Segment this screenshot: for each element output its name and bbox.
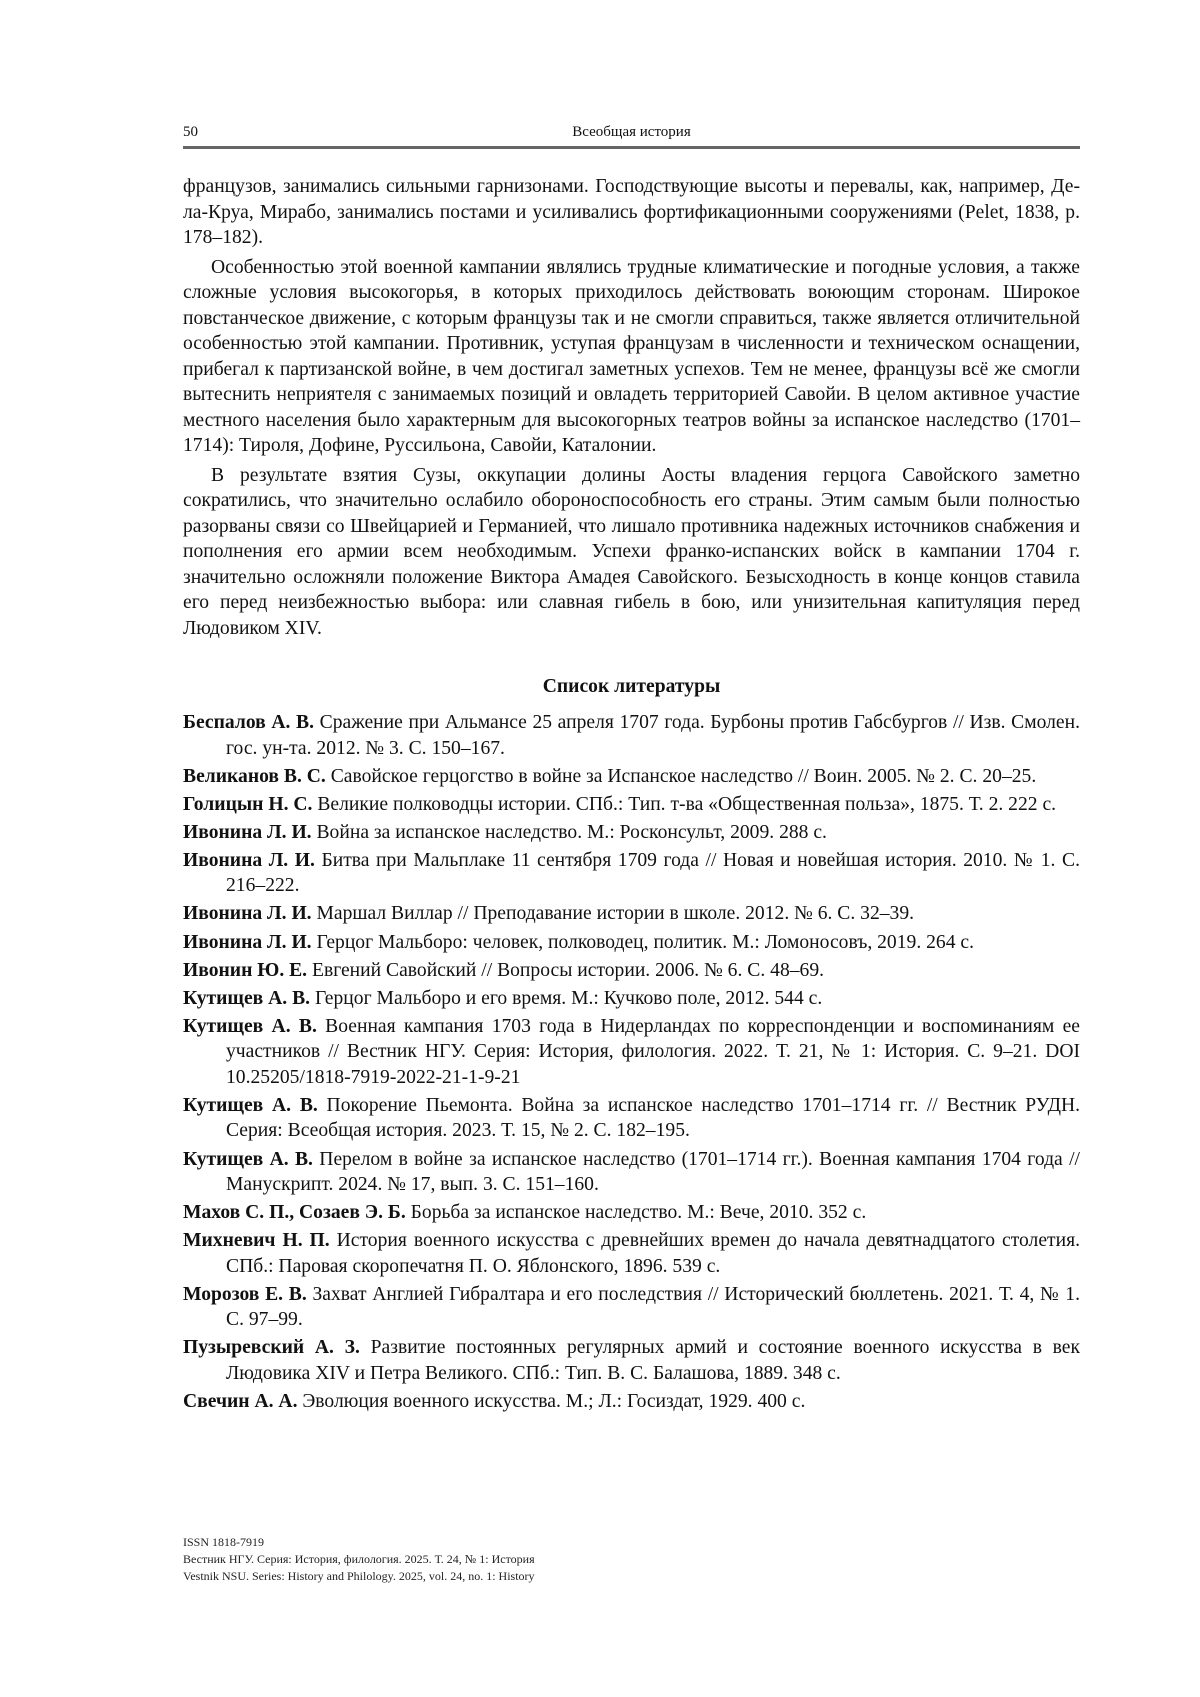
- body-paragraph: французов, занимались сильными гарнизонами. Господствующие высоты и перевалы, как, например, Де-ла-Круа, Мирабо, занимались постами и усиливались фортификационными сооружениями (Pelet, 1838, p. 178–182).: [183, 174, 1080, 251]
- reference-item: [183, 1389, 1080, 1415]
- reference-text: Перелом в войне за испанское наследство (1701–1714 гг.). Военная кампания 1704 года // Манускрипт. 2024. № 17, вып. 3. С. 151–160.: [226, 1149, 1080, 1196]
- page-header: [183, 122, 1080, 149]
- reference-item: [183, 958, 1080, 984]
- reference-author: Морозов Е. В.: [183, 1284, 307, 1305]
- reference-item: [183, 710, 1080, 761]
- footer-issn: ISSN 1818-7919: [183, 1534, 535, 1551]
- reference-author: Кутищев А. В.: [183, 988, 310, 1009]
- page-footer: [183, 1534, 535, 1585]
- article-body: [183, 174, 1080, 641]
- reference-item: [183, 1335, 1080, 1386]
- reference-author: Махов С. П., Созаев Э. Б.: [183, 1202, 406, 1223]
- reference-author: Ивонина Л. И.: [183, 822, 312, 843]
- reference-author: Ивонина Л. И.: [183, 850, 315, 871]
- reference-text: Война за испанское наследство. М.: Росконсульт, 2009. 288 с.: [312, 822, 827, 843]
- reference-text: История военного искусства с древнейших времен до начала девятнадцатого столетия. СПб.: Паровая скоропечатня П. О. Яблонского, 1896. 539 с.: [226, 1230, 1080, 1277]
- reference-item: [183, 1093, 1080, 1144]
- references-list: [183, 710, 1080, 1417]
- references-title: Список литературы: [183, 676, 1080, 698]
- reference-text: Герцог Мальборо и его время. М.: Кучково поле, 2012. 544 с.: [310, 988, 822, 1009]
- footer-journal-ru: Вестник НГУ. Серия: История, филология. 2025. Т. 24, № 1: История: [183, 1551, 535, 1568]
- reference-item: [183, 1282, 1080, 1333]
- reference-text: Захват Англией Гибралтара и его последствия // Исторический бюллетень. 2021. Т. 4, № 1. С. 97–99.: [226, 1284, 1080, 1331]
- reference-item: [183, 901, 1080, 927]
- reference-text: Битва при Мальплаке 11 сентября 1709 года // Новая и новейшая история. 2010. № 1. С. 216–222.: [226, 850, 1080, 897]
- reference-author: Ивонина Л. И.: [183, 903, 312, 924]
- reference-author: Кутищев А. В.: [183, 1149, 313, 1170]
- reference-item: [183, 1200, 1080, 1226]
- reference-text: Великие полководцы истории. СПб.: Тип. т-ва «Общественная польза», 1875. Т. 2. 222 с.: [312, 794, 1056, 815]
- reference-text: Маршал Виллар // Преподавание истории в школе. 2012. № 6. С. 32–39.: [312, 903, 914, 924]
- reference-author: Михневич Н. П.: [183, 1230, 330, 1251]
- reference-item: [183, 848, 1080, 899]
- reference-item: [183, 1228, 1080, 1279]
- reference-text: Евгений Савойский // Вопросы истории. 2006. № 6. С. 48–69.: [307, 960, 824, 981]
- reference-item: [183, 930, 1080, 956]
- page-number: 50: [183, 124, 198, 141]
- reference-text: Савойское герцогство в войне за Испанское наследство // Воин. 2005. № 2. С. 20–25.: [326, 766, 1036, 787]
- reference-author: Беспалов А. В.: [183, 712, 314, 733]
- reference-text: Борьба за испанское наследство. М.: Вече, 2010. 352 с.: [406, 1202, 866, 1223]
- reference-item: [183, 764, 1080, 790]
- reference-author: Кутищев А. В.: [183, 1095, 318, 1116]
- running-title: Всеобщая история: [183, 124, 1080, 141]
- reference-text: Военная кампания 1703 года в Нидерландах по корреспонденции и воспоминаниям ее участников // Вестник НГУ. Серия: История, филология. 2022. Т. 21, № 1: История. С. 9–21. DOI 10.25205/1818-7919-2022-21-1-9-21: [226, 1016, 1080, 1088]
- reference-item: [183, 1014, 1080, 1091]
- reference-item: [183, 820, 1080, 846]
- reference-author: Свечин А. А.: [183, 1391, 297, 1412]
- reference-author: Ивонина Л. И.: [183, 932, 312, 953]
- reference-text: Эволюция военного искусства. М.; Л.: Госиздат, 1929. 400 с.: [297, 1391, 805, 1412]
- reference-item: [183, 1147, 1080, 1198]
- reference-author: Великанов В. С.: [183, 766, 326, 787]
- reference-text: Развитие постоянных регулярных армий и состояние военного искусства в век Людовика XIV и Петра Великого. СПб.: Тип. В. С. Балашова, 1889. 348 с.: [226, 1337, 1080, 1384]
- reference-text: Сражение при Альмансе 25 апреля 1707 года. Бурбоны против Габсбургов // Изв. Смолен. гос. ун-та. 2012. № 3. С. 150–167.: [226, 712, 1080, 759]
- body-paragraph: В результате взятия Сузы, оккупации долины Аосты владения герцога Савойского заметно сократились, что значительно ослабило обороноспособность его страны. Этим самым были полностью разорваны связи со Швейцарией и Германией, что лишало противника надежных источников снабжения и пополнения его армии всем необходимым. Успехи франко-испанских войск в кампании 1704 г. значительно осложняли положение Виктора Амадея Савойского. Безысходность в конце концов ставила его перед неизбежностью выбора: или славная гибель в бою, или унизительная капитуляция перед Людовиком XIV.: [183, 463, 1080, 642]
- reference-author: Пузыревский А. З.: [183, 1337, 360, 1358]
- reference-item: [183, 986, 1080, 1012]
- reference-author: Ивонин Ю. Е.: [183, 960, 307, 981]
- reference-text: Покорение Пьемонта. Война за испанское наследство 1701–1714 гг. // Вестник РУДН. Серия: Всеобщая история. 2023. Т. 15, № 2. С. 182–195.: [226, 1095, 1080, 1142]
- reference-author: Голицын Н. С.: [183, 794, 312, 815]
- reference-text: Герцог Мальборо: человек, полководец, политик. М.: Ломоносовъ, 2019. 264 с.: [312, 932, 974, 953]
- body-paragraph: Особенностью этой военной кампании являлись трудные климатические и погодные условия, а также сложные условия высокогорья, в которых приходилось действовать воюющим сторонам. Широкое повстанческое движение, с которым французы так и не смогли справиться, также является отличительной особенностью этой кампании. Противник, уступая французам в численности и техническом оснащении, прибегал к партизанской войне, в чем достигал заметных успехов. Тем не менее, французы всё же смогли вытеснить неприятеля с занимаемых позиций и овладеть территорией Савойи. В целом активное участие местного населения было характерным для высокогорных театров войны за испанское наследство (1701–1714): Тироля, Дофине, Руссильона, Савойи, Каталонии.: [183, 255, 1080, 459]
- footer-journal-en: Vestnik NSU. Series: History and Philology. 2025, vol. 24, no. 1: History: [183, 1568, 535, 1585]
- reference-item: [183, 792, 1080, 818]
- reference-author: Кутищев А. В.: [183, 1016, 317, 1037]
